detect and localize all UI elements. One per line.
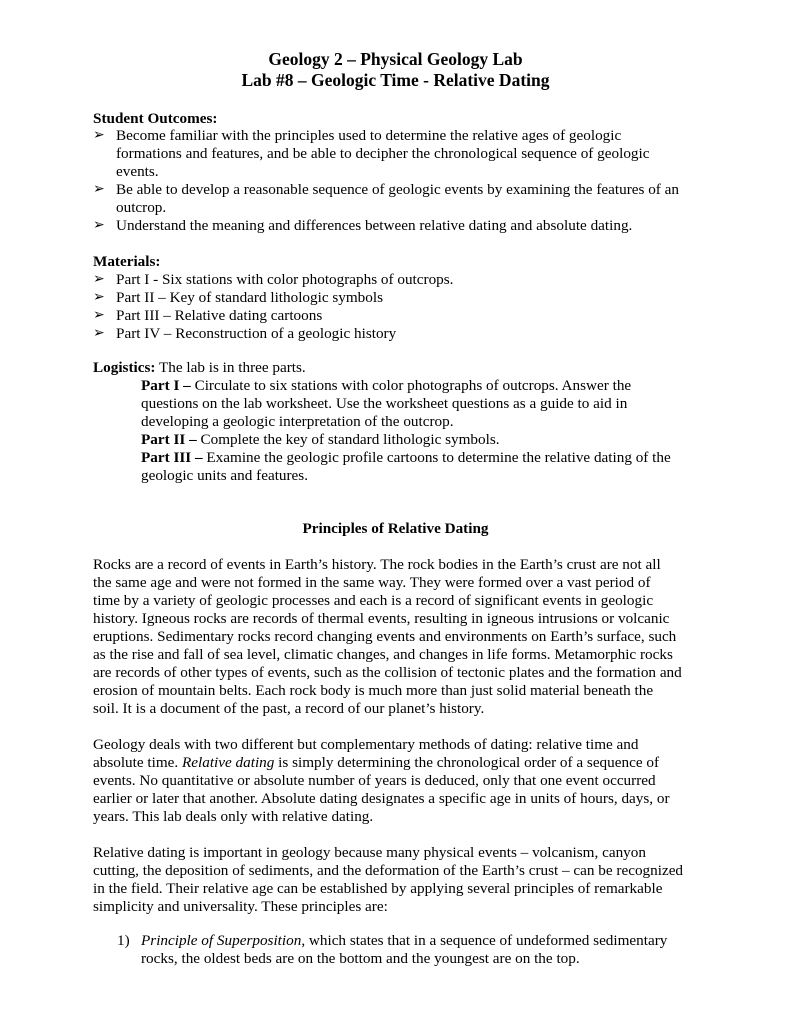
bullet-arrow-icon: ➢ — [93, 218, 105, 233]
part2-label: Part II – — [141, 431, 197, 448]
para2-line: events. No quantitative or absolute number of years is deduced, only that one event occurred — [93, 772, 656, 789]
outcome-1-line-1: Become familiar with the principles used to determine the relative ages of geologic — [116, 127, 622, 144]
material-item-3: Part III – Relative dating cartoons — [116, 307, 323, 324]
outcome-3-line-1: Understand the meaning and differences between relative dating and absolute dating. — [116, 217, 633, 234]
para2-text: is simply determining the chronological order of a sequence of — [274, 754, 660, 771]
material-item-2: Part II – Key of standard lithologic symbols — [116, 289, 384, 306]
bullet-arrow-icon: ➢ — [93, 128, 105, 143]
para2-line: Geology deals with two different but complementary methods of dating: relative time and — [93, 736, 639, 753]
part1-text: Circulate to six stations with color photographs of outcrops. Answer the — [190, 377, 632, 394]
para3-line: cutting, the deposition of sediments, and the deformation of the Earth’s crust – can be recognized — [93, 862, 684, 879]
part1-line-3: developing a geologic interpretation of the outcrop. — [141, 413, 454, 430]
bullet-arrow-icon: ➢ — [93, 308, 105, 323]
para2-text: absolute time. — [93, 754, 182, 771]
logistics-heading: Logistics: — [93, 359, 156, 376]
para3-line: simplicity and universality. These principles are: — [93, 898, 388, 915]
para3-line: Relative dating is important in geology because many physical events – volcanism, canyon — [93, 844, 646, 861]
bullet-arrow-icon: ➢ — [93, 182, 105, 197]
part3-label: Part III – — [141, 449, 203, 466]
para2-line — [93, 754, 659, 772]
logistics-line — [93, 359, 306, 377]
para1-line: the same age and were not formed in the same way. They were formed over a vast period of — [93, 574, 651, 591]
list-item-text: , which states that in a sequence of undeformed sedimentary — [301, 932, 668, 949]
bullet-arrow-icon: ➢ — [93, 272, 105, 287]
materials-heading: Materials: — [93, 253, 161, 270]
relative-dating-term: Relative dating — [182, 754, 275, 771]
part1-line-2: questions on the lab worksheet. Use the worksheet questions as a guide to aid in — [141, 395, 628, 412]
outcome-2-line-2: outcrop. — [116, 199, 167, 216]
material-item-4: Part IV – Reconstruction of a geologic history — [116, 325, 397, 342]
list-item-line-1 — [141, 932, 667, 950]
outcome-1-line-2: formations and features, and be able to decipher the chronological sequence of geologic — [116, 145, 650, 162]
part3-text: Examine the geologic profile cartoons to determine the relative dating of the — [202, 449, 671, 466]
para1-line: eruptions. Sedimentary rocks record changing events and environments on Earth’s surface, such — [93, 628, 677, 645]
para1-line: soil. It is a document of the past, a record of our planet’s history. — [93, 700, 485, 717]
section-heading: Principles of Relative Dating — [302, 520, 489, 537]
outcome-2-line-1: Be able to develop a reasonable sequence of geologic events by examining the features of an — [116, 181, 679, 198]
part3-line-2: geologic units and features. — [141, 467, 309, 484]
part1-label: Part I – — [141, 377, 191, 394]
outcome-1-line-3: events. — [116, 163, 159, 180]
part2-text: Complete the key of standard lithologic symbols. — [196, 431, 500, 448]
title-line-2: Lab #8 – Geologic Time - Relative Dating — [241, 70, 550, 90]
para1-line: history. Igneous rocks are records of thermal events, resulting in igneous intrusions or volcanic — [93, 610, 670, 627]
outcomes-heading: Student Outcomes: — [93, 110, 218, 127]
para2-line: earlier or later that another. Absolute dating designates a specific age in units of hours, days, or — [93, 790, 670, 807]
para1-line: Rocks are a record of events in Earth’s history. The rock bodies in the Earth’s crust are not all — [93, 556, 661, 573]
part3-line-1 — [141, 449, 671, 467]
part1-line-1 — [141, 377, 631, 395]
material-item-1: Part I - Six stations with color photographs of outcrops. — [116, 271, 454, 288]
para1-line: time by a variety of geologic processes and each is a record of significant events in geologic — [93, 592, 654, 609]
logistics-intro: The lab is in three parts. — [155, 359, 306, 376]
list-number: 1) — [117, 932, 130, 949]
para2-line: years. This lab deals only with relative dating. — [93, 808, 374, 825]
para1-line: erosion of mountain belts. Each rock body is much more than just solid material beneath the — [93, 682, 654, 699]
list-item-line-2: rocks, the oldest beds are on the bottom and the youngest are on the top. — [141, 950, 580, 967]
bullet-arrow-icon: ➢ — [93, 290, 105, 305]
part2-line — [141, 431, 500, 449]
para3-line: in the field. Their relative age can be established by applying several principles of remarkable — [93, 880, 663, 897]
para1-line: are records of other types of events, such as the collision of tectonic plates and the formation and — [93, 664, 682, 681]
superposition-term: Principle of Superposition — [141, 932, 302, 949]
para1-line: as the rise and fall of sea level, climatic changes, and changes in life forms. Metamorphic rocks — [93, 646, 673, 663]
bullet-arrow-icon: ➢ — [93, 326, 105, 341]
title-line-1: Geology 2 – Physical Geology Lab — [268, 49, 523, 69]
